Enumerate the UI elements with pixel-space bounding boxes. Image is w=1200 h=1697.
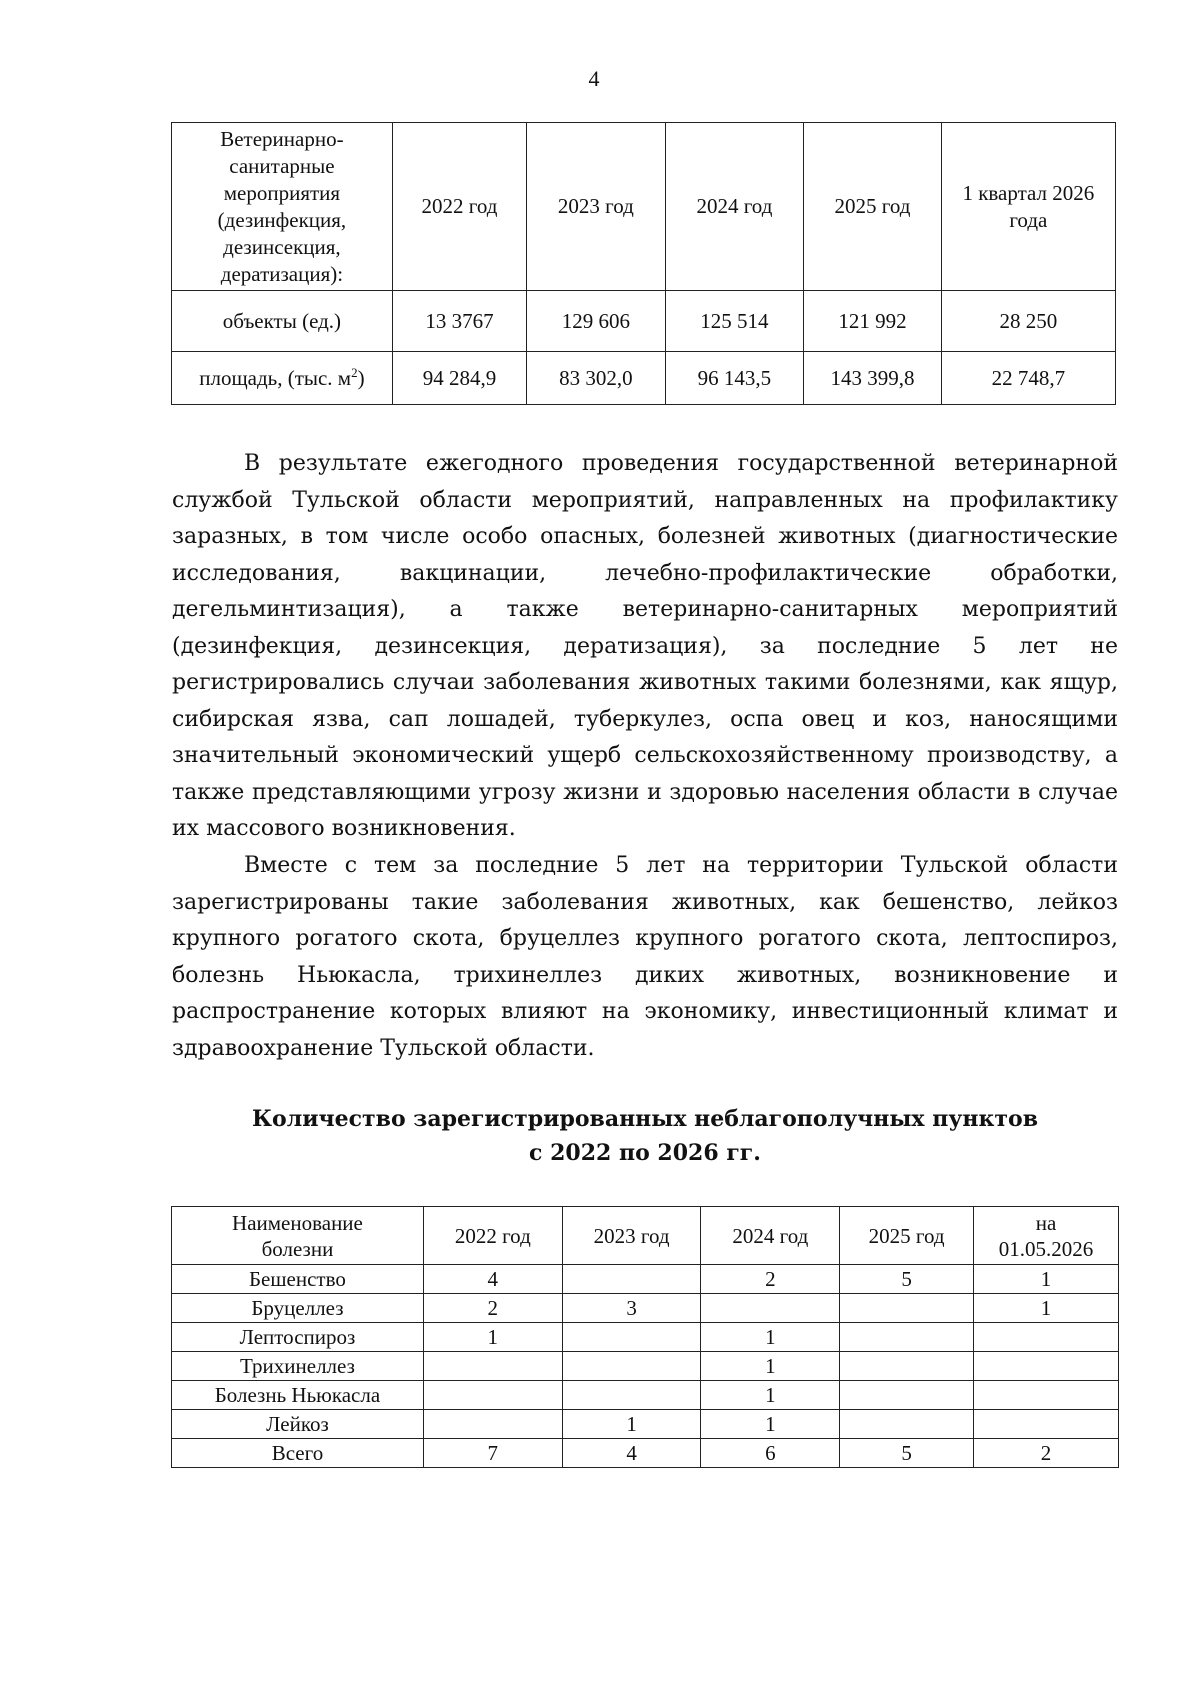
table-cell: 1 — [701, 1410, 840, 1439]
table-header-cell: 2022 год — [392, 123, 526, 291]
table-header-cell: 1 квартал 2026 года — [941, 123, 1115, 291]
table-cell: 22 748,7 — [941, 352, 1115, 405]
table-cell: 129 606 — [527, 291, 666, 352]
table-cell: 125 514 — [665, 291, 804, 352]
table-total-row — [172, 1439, 1119, 1468]
table-header-cell: Ветеринарно-санитарные мероприятия (дезинфекция, дезинсекция, дератизация): — [172, 123, 393, 291]
table-header-cell: 2023 год — [562, 1207, 701, 1265]
table-header-cell: 2024 год — [701, 1207, 840, 1265]
table-cell: 2 — [974, 1439, 1119, 1468]
sanitary-measures-table — [171, 122, 1116, 405]
table-cell — [840, 1352, 974, 1381]
disease-outbreaks-table — [171, 1206, 1119, 1468]
table-cell — [974, 1323, 1119, 1352]
table-cell — [701, 1294, 840, 1323]
table-row — [172, 352, 1116, 405]
table-cell: 3 — [562, 1294, 701, 1323]
table-header-cell: на 01.05.2026 — [974, 1207, 1119, 1265]
table-cell — [974, 1410, 1119, 1439]
table-cell — [840, 1294, 974, 1323]
row-label-close: ) — [357, 366, 365, 390]
disease-name: Болезнь Ньюкасла — [172, 1381, 424, 1410]
table-cell: 1 — [701, 1352, 840, 1381]
row-label — [172, 352, 393, 405]
table-cell — [840, 1323, 974, 1352]
table-cell: 6 — [701, 1439, 840, 1468]
paragraph-text: В результате ежегодного проведения государственной ветеринарной службой Тульской области мероприятий, направленных на профилактику заразных, в том числе особо опасных, болезней животных (диагностические исследования, вакцинации, лечебно-профилактические обработки, дегельминтизация), а также ветеринарно-санитарных мероприятий (дезинфекция, дезинсекция, дератизация), за последние 5 лет не регистрировались случаи заболевания животных такими болезнями, как ящур, сибирская язва, сап лошадей, туберкулез, оспа овец и коз, наносящими значительный экономический ущерб сельскохозяйственному производству, а также представляющими угрозу жизни и здоровью населения области в случае их массового возникновения. — [172, 451, 1118, 841]
table-row — [172, 1294, 1119, 1323]
table-header-cell: 2025 год — [804, 123, 941, 291]
row-label: объекты (ед.) — [172, 291, 393, 352]
table-header-cell: 2025 год — [840, 1207, 974, 1265]
table-cell — [974, 1381, 1119, 1410]
table-cell: 1 — [562, 1410, 701, 1439]
table-cell: 2 — [423, 1294, 562, 1323]
table-cell — [423, 1381, 562, 1410]
table-cell — [840, 1381, 974, 1410]
table-cell — [562, 1381, 701, 1410]
table-row — [172, 1265, 1119, 1294]
table-cell: 7 — [423, 1439, 562, 1468]
table-cell: 5 — [840, 1265, 974, 1294]
table-cell: 1 — [974, 1294, 1119, 1323]
table-cell — [423, 1352, 562, 1381]
table-header-row — [172, 1207, 1119, 1265]
table-cell: 96 143,5 — [665, 352, 804, 405]
row-label-superscript: 2 — [351, 365, 358, 380]
table-cell: 1 — [701, 1323, 840, 1352]
table-cell: 121 992 — [804, 291, 941, 352]
table-header-row — [172, 123, 1116, 291]
table-cell: 83 302,0 — [527, 352, 666, 405]
table-cell — [562, 1352, 701, 1381]
paragraph-2 — [172, 848, 1118, 1067]
table-row — [172, 1352, 1119, 1381]
disease-name: Лептоспироз — [172, 1323, 424, 1352]
table-row — [172, 1323, 1119, 1352]
disease-name: Трихинеллез — [172, 1352, 424, 1381]
table-cell — [423, 1410, 562, 1439]
table-header-cell: 2024 год — [665, 123, 804, 291]
table2-title — [172, 1102, 1118, 1170]
table-cell: 94 284,9 — [392, 352, 526, 405]
table-cell: 2 — [701, 1265, 840, 1294]
table-row — [172, 291, 1116, 352]
table-cell: 1 — [423, 1323, 562, 1352]
table-cell — [562, 1323, 701, 1352]
table-header-cell: 2023 год — [527, 123, 666, 291]
table2-title-line-2: с 2022 по 2026 гг. — [529, 1140, 761, 1166]
row-label-text: площадь, (тыс. м — [199, 366, 352, 390]
table-cell: 143 399,8 — [804, 352, 941, 405]
table-header-cell: 2022 год — [423, 1207, 562, 1265]
table-row — [172, 1381, 1119, 1410]
disease-name: Бруцеллез — [172, 1294, 424, 1323]
table-cell — [562, 1265, 701, 1294]
table-cell: 5 — [840, 1439, 974, 1468]
disease-name: Бешенство — [172, 1265, 424, 1294]
table-cell: 4 — [562, 1439, 701, 1468]
table-cell — [840, 1410, 974, 1439]
page-number: 4 — [588, 66, 600, 91]
table-cell: 13 3767 — [392, 291, 526, 352]
paragraph-text: Вместе с тем за последние 5 лет на территории Тульской области зарегистрированы такие заболевания животных, как бешенство, лейкоз крупного рогатого скота, бруцеллез крупного рогатого скота, лептоспироз, болезнь Ньюкасла, трихинеллез диких животных, возникновение и распространение которых влияют на экономику, инвестиционный климат и здравоохранение Тульской области. — [172, 853, 1118, 1061]
disease-name: Лейкоз — [172, 1410, 424, 1439]
table-cell: 1 — [974, 1265, 1119, 1294]
table-cell: 4 — [423, 1265, 562, 1294]
table2-title-line-1: Количество зарегистрированных неблагополучных пунктов — [252, 1106, 1038, 1132]
table-cell — [974, 1352, 1119, 1381]
paragraph-1 — [172, 446, 1118, 848]
table-header-cell: Наименование болезни — [172, 1207, 424, 1265]
table-cell: 28 250 — [941, 291, 1115, 352]
table-cell: 1 — [701, 1381, 840, 1410]
table-row — [172, 1410, 1119, 1439]
disease-name: Всего — [172, 1439, 424, 1468]
